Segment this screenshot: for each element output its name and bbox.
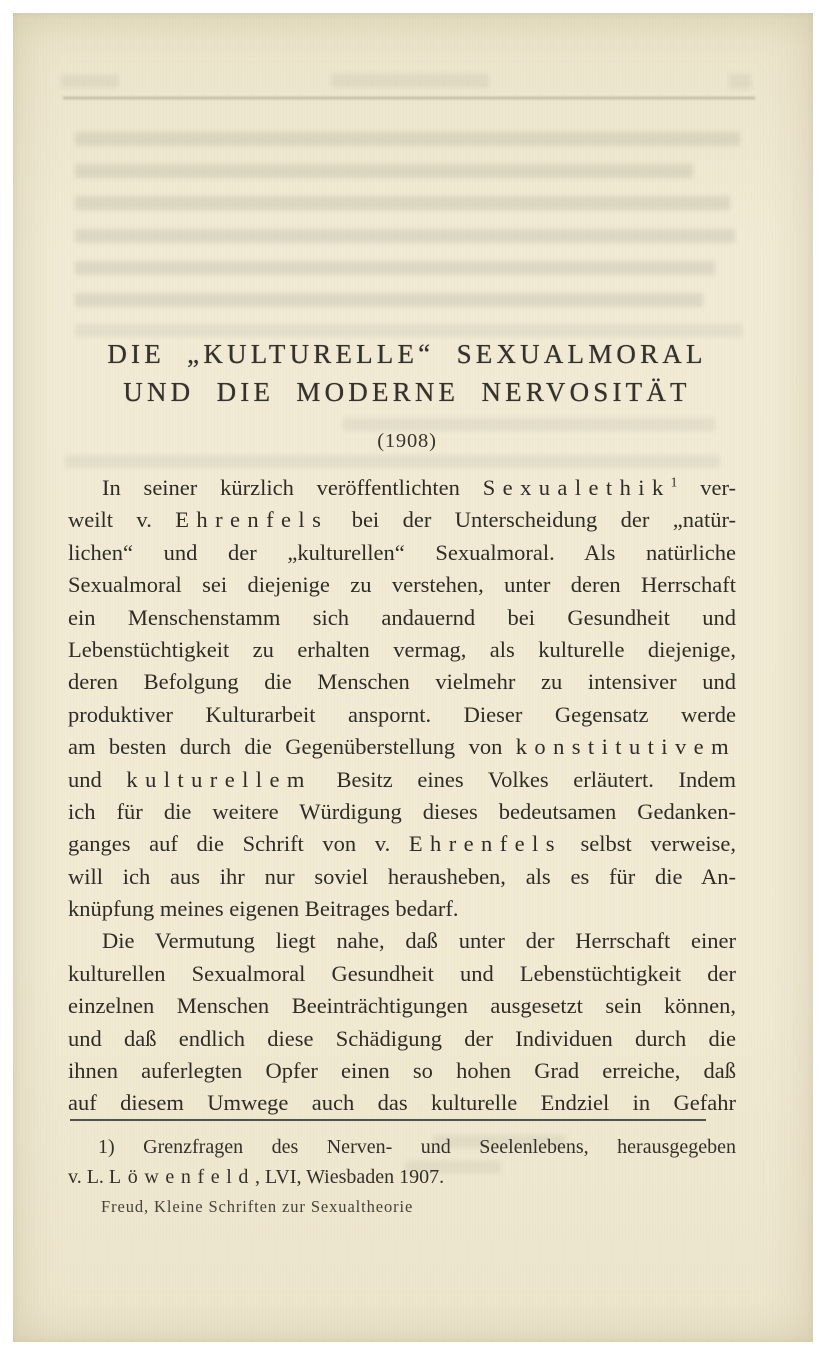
series-signature: Freud, Kleine Schriften zur Sexualtheorie [101, 1197, 414, 1216]
body-line [68, 699, 736, 731]
text-segment: Sexualmoral sei diejenige zu verstehen, unter deren Herrschaft [68, 572, 736, 598]
ghost-text-line [75, 164, 693, 178]
body-line [68, 1023, 736, 1055]
body-line [68, 537, 736, 569]
body-line [68, 1055, 736, 1087]
text-segment: 1) Grenzfragen des Nerven- und Seelenlebens, herausgegeben [98, 1136, 736, 1158]
publication-year: (1908) [377, 430, 437, 452]
ghost-page-number [729, 74, 751, 89]
body-line [68, 958, 736, 990]
ghost-running-head-left [61, 75, 119, 88]
footnote-line [68, 1162, 736, 1192]
text-segment: ein Menschenstamm sich andauernd bei Gesundheit und [68, 604, 736, 630]
body-line [68, 634, 736, 666]
text-segment: , LVI, Wiesbaden 1907. [254, 1166, 445, 1188]
text-segment: ihnen auferlegten Opfer einen so hohen Grad erreiche, daß [68, 1058, 736, 1084]
text-segment: weilt v. [68, 507, 176, 533]
text-segment: am besten durch die Gegenüberstellung von [68, 734, 516, 760]
ghost-running-head-center [331, 74, 489, 88]
emphasized-spaced-text: Sexualethik [482, 475, 671, 500]
text-segment: ich für die weitere Würdigung dieses bedeutsamen Gedanken- [68, 798, 736, 824]
body-line [68, 504, 736, 536]
text-segment: Besitz eines Volkes erläutert. Indem [311, 766, 737, 792]
text-segment: deren Befolgung die Menschen vielmehr zu intensiver und [68, 669, 736, 695]
body-text [68, 472, 736, 1120]
ghost-text-line [75, 196, 730, 210]
text-segment: Lebenstüchtigkeit zu erhalten vermag, als kulturelle diejenige, [68, 636, 736, 662]
body-line [68, 764, 736, 796]
text-segment: ver- [677, 475, 736, 500]
ghost-text-line [75, 293, 703, 307]
text-segment: und [68, 766, 127, 792]
text-segment: bei der Unterscheidung der „natür- [328, 507, 737, 533]
emphasized-spaced-text: Ehrenfels [175, 507, 329, 533]
text-segment: selbst verweise, [561, 831, 736, 857]
ghost-head-rule [63, 97, 755, 99]
body-line [68, 925, 736, 957]
footnote [68, 1132, 736, 1192]
emphasized-spaced-text: Löwenfeld [108, 1166, 255, 1188]
emphasized-spaced-text: kulturellem [126, 766, 312, 792]
article-title-line-2: UND DIE MODERNE NERVOSITÄT [123, 377, 691, 407]
text-segment: v. L. [68, 1166, 109, 1188]
ghost-text-line [65, 455, 720, 468]
emphasized-spaced-text: Ehrenfels [408, 831, 562, 857]
text-segment: einzelnen Menschen Beeinträchtigungen ausgesetzt sein können, [68, 993, 736, 1019]
text-segment: auf diesem Umwege auch das kulturelle Endziel in Gefahr [68, 1090, 736, 1116]
article-title [57, 335, 757, 411]
text-segment: will ich aus ihr nur soviel herausheben, als es für die An- [68, 863, 736, 889]
ghost-text-line [75, 229, 735, 243]
body-line [68, 602, 736, 634]
book-page [13, 13, 813, 1342]
text-segment: kulturellen Sexualmoral Gesundheit und Lebenstüchtigkeit der [68, 960, 736, 986]
text-segment: produktiver Kulturarbeit anspornt. Dieser Gegensatz werde [68, 701, 736, 727]
ghost-text-line [75, 132, 740, 146]
article-title-line-1: DIE „KULTURELLE“ SEXUALMORAL [107, 339, 707, 369]
emphasized-spaced-text: konstitutivem [515, 734, 736, 760]
text-segment: ganges auf die Schrift von v. [68, 831, 409, 857]
text-segment: lichen“ und der „kulturellen“ Sexualmoral. Als natürliche [68, 539, 736, 565]
footnote-rule [70, 1119, 706, 1121]
body-line [68, 1087, 736, 1119]
body-line [68, 472, 736, 504]
body-line [68, 828, 736, 860]
text-segment: Die Vermutung liegt nahe, daß unter der Herrschaft einer [102, 928, 736, 954]
body-line [68, 666, 736, 698]
ghost-text-line [75, 261, 715, 275]
body-line [68, 990, 736, 1022]
text-segment: und daß endlich diese Schädigung der Individuen durch die [68, 1025, 736, 1051]
body-line [68, 893, 736, 925]
text-segment: In seiner kürzlich veröffentlichten [102, 475, 483, 500]
body-line [68, 569, 736, 601]
body-line [68, 731, 736, 763]
body-line [68, 861, 736, 893]
body-line [68, 796, 736, 828]
text-segment: knüpfung meines eigenen Beitrages bedarf. [68, 896, 459, 922]
footnote-line [68, 1132, 736, 1162]
footnote-marker: 1 [670, 474, 678, 490]
